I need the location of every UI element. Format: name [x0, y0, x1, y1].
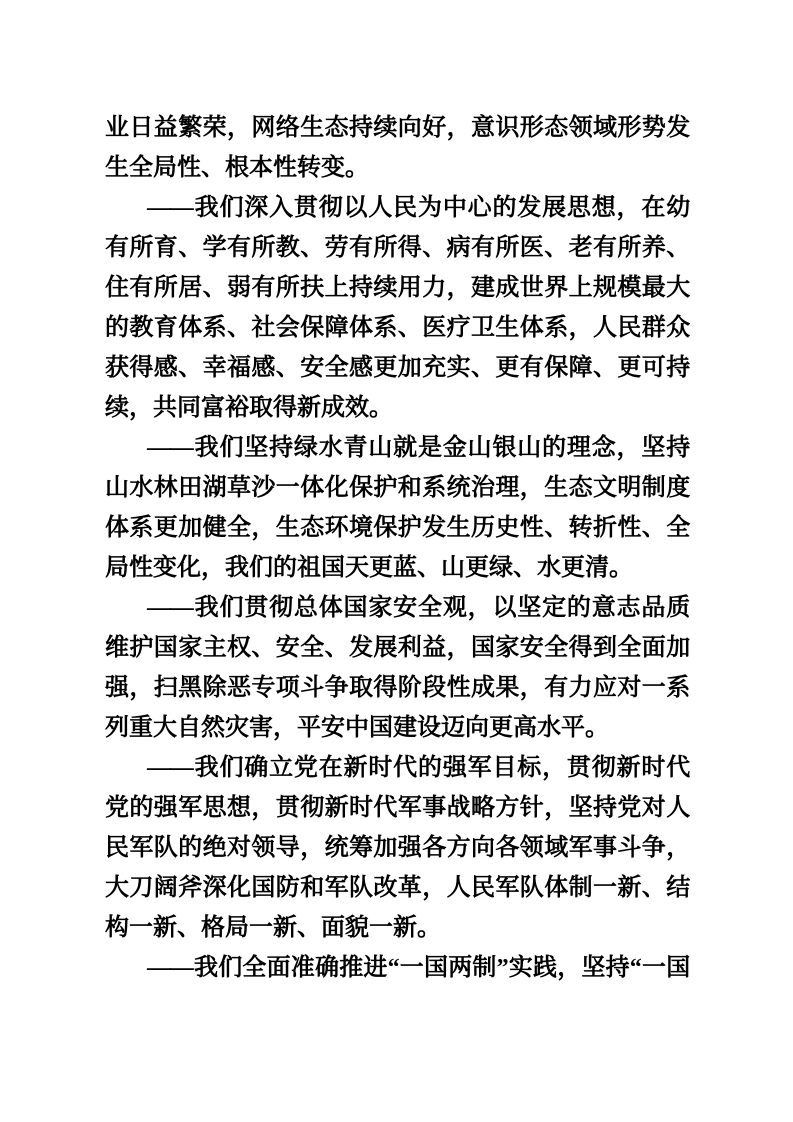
paragraph [105, 188, 689, 428]
text-line: 山水林田湖草沙一体化保护和系统治理，生态文明制度 [105, 475, 689, 501]
text-line: 党的强军思想，贯彻新时代军事战略方针，坚持党对人 [105, 795, 689, 821]
text-line: 局性变化，我们的祖国天更蓝、山更绿、水更清。 [105, 555, 633, 581]
text-line: 大刀阔斧深化国防和军队改革，人民军队体制一新、结 [105, 875, 689, 901]
text-line: 获得感、幸福感、安全感更加充实、更有保障、更可持 [105, 355, 689, 381]
paragraph [105, 108, 689, 188]
text-line: ——我们全面准确推进“一国两制”实践，坚持“一国 [147, 955, 689, 981]
text-line: 维护国家主权、安全、发展利益，国家安全得到全面加 [105, 635, 689, 661]
text-line: 续，共同富裕取得新成效。 [105, 395, 393, 421]
text-line: 的教育体系、社会保障体系、医疗卫生体系，人民群众 [105, 315, 689, 341]
paragraph [105, 588, 689, 748]
document-body [105, 108, 689, 988]
text-line: ——我们贯彻总体国家安全观，以坚定的意志品质 [147, 595, 689, 621]
text-line: ——我们深入贯彻以人民为中心的发展思想，在幼 [147, 195, 689, 221]
paragraph [105, 428, 689, 588]
text-line: 民军队的绝对领导，统筹加强各方向各领域军事斗争， [105, 835, 689, 861]
paragraph [105, 948, 689, 988]
text-line: 体系更加健全，生态环境保护发生历史性、转折性、全 [105, 515, 689, 541]
text-line: 住有所居、弱有所扶上持续用力，建成世界上规模最大 [105, 275, 689, 301]
text-line: 列重大自然灾害，平安中国建设迈向更高水平。 [105, 715, 609, 741]
text-line: ——我们确立党在新时代的强军目标，贯彻新时代 [147, 755, 689, 781]
paragraph [105, 748, 689, 948]
text-line: ——我们坚持绿水青山就是金山银山的理念，坚持 [147, 435, 689, 461]
text-line: 业日益繁荣，网络生态持续向好，意识形态领域形势发 [105, 115, 689, 141]
text-line: 强，扫黑除恶专项斗争取得阶段性成果，有力应对一系 [105, 675, 689, 701]
text-line: 有所育、学有所教、劳有所得、病有所医、老有所养、 [105, 235, 689, 261]
text-line: 生全局性、根本性转变。 [105, 155, 369, 181]
text-line: 构一新、格局一新、面貌一新。 [105, 915, 441, 941]
